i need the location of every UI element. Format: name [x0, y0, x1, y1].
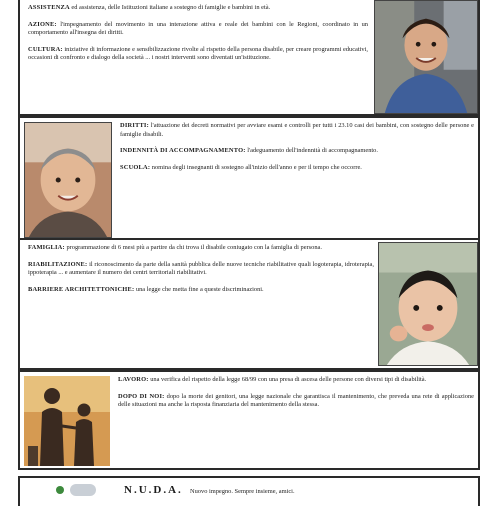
- section-text-1: [28, 4, 368, 71]
- footer-subtitle: Nuovo impegno. Sempre insieme, amici.: [190, 488, 295, 495]
- paragraph: AZIONE: l'impegnamento del movimento in una interazione attiva e reale dei bambini con le Regioni, coordinato in un comportamento all'insegna dei diritti.: [28, 20, 368, 37]
- paragraph: BARRIERE ARCHITETTONICHE: una legge che metta fine a queste discriminazioni.: [28, 285, 264, 293]
- paragraph: ASSISTENZA ed assistenza, delle Istituzioni italiane a sostegno di famiglie e bambini in età.: [28, 4, 271, 11]
- footer-logo-icon: [70, 484, 96, 496]
- section-block-3: [18, 238, 480, 370]
- footer-brand: N.U.D.A.: [124, 484, 183, 496]
- section-text-4: [118, 376, 474, 418]
- paragraph: CULTURA: iniziative di informazione e sensibilizzazione rivolte al rispetto della persona disabile, per creare programmi educativi, occasioni di confronto e dialogo della società ... i nostri interventi sono diventati un'istituzione.: [28, 45, 368, 62]
- paragraph: DOPO DI NOI: dopo la morte dei genitori, una legge nazionale che garantisca il mantenimento, che preveda una rete di applicazione delle situazioni ma anche la risposta finanziaria del mantenimento della stessa.: [118, 392, 474, 409]
- baby-photo: [378, 242, 478, 366]
- child-photo: [374, 0, 478, 114]
- section-text-2: [120, 122, 474, 180]
- paragraph: FAMIGLIA: programmazione di 6 mesi più a partire da chi trova il disabile coniugato con la famiglia di persona.: [28, 244, 322, 251]
- footer-block: [18, 476, 480, 506]
- paragraph: LAVORO: una verifica del rispetto della legge 68/99 con una presa di ascesa delle persone con diversi tipi di disabilità.: [118, 376, 427, 383]
- section-block-4: [18, 370, 480, 470]
- child-photo: [24, 122, 112, 238]
- family-silhouette-photo: [24, 376, 110, 466]
- section-block-1: [18, 0, 480, 116]
- section-block-2: [18, 116, 480, 240]
- paragraph: INDENNITÀ DI ACCOMPAGNAMENTO: l'adeguamento dell'indennità di accompagnamento.: [120, 147, 378, 155]
- paragraph: SCUOLA: nomina degli insegnanti di sostegno all'inizio dell'anno e per il tempo che occorre.: [120, 163, 362, 171]
- paragraph: RIABILITAZIONE: il riconoscimento da parte della sanità pubblica delle nuove tecniche riabilitative quali logoterapia, idroterapia, ippoterapia ... e aumentare il numero dei centri territoriali riabilitativi.: [28, 260, 374, 277]
- footer-logo-icon: [56, 486, 64, 494]
- section-text-3: [28, 244, 374, 302]
- paragraph: DIRITTI: l'attuazione dei decreti normativi per avviare esami e controlli per tutti i 23.10 casi dei bambini, con sostegno delle persone e famiglie disabili.: [120, 122, 474, 138]
